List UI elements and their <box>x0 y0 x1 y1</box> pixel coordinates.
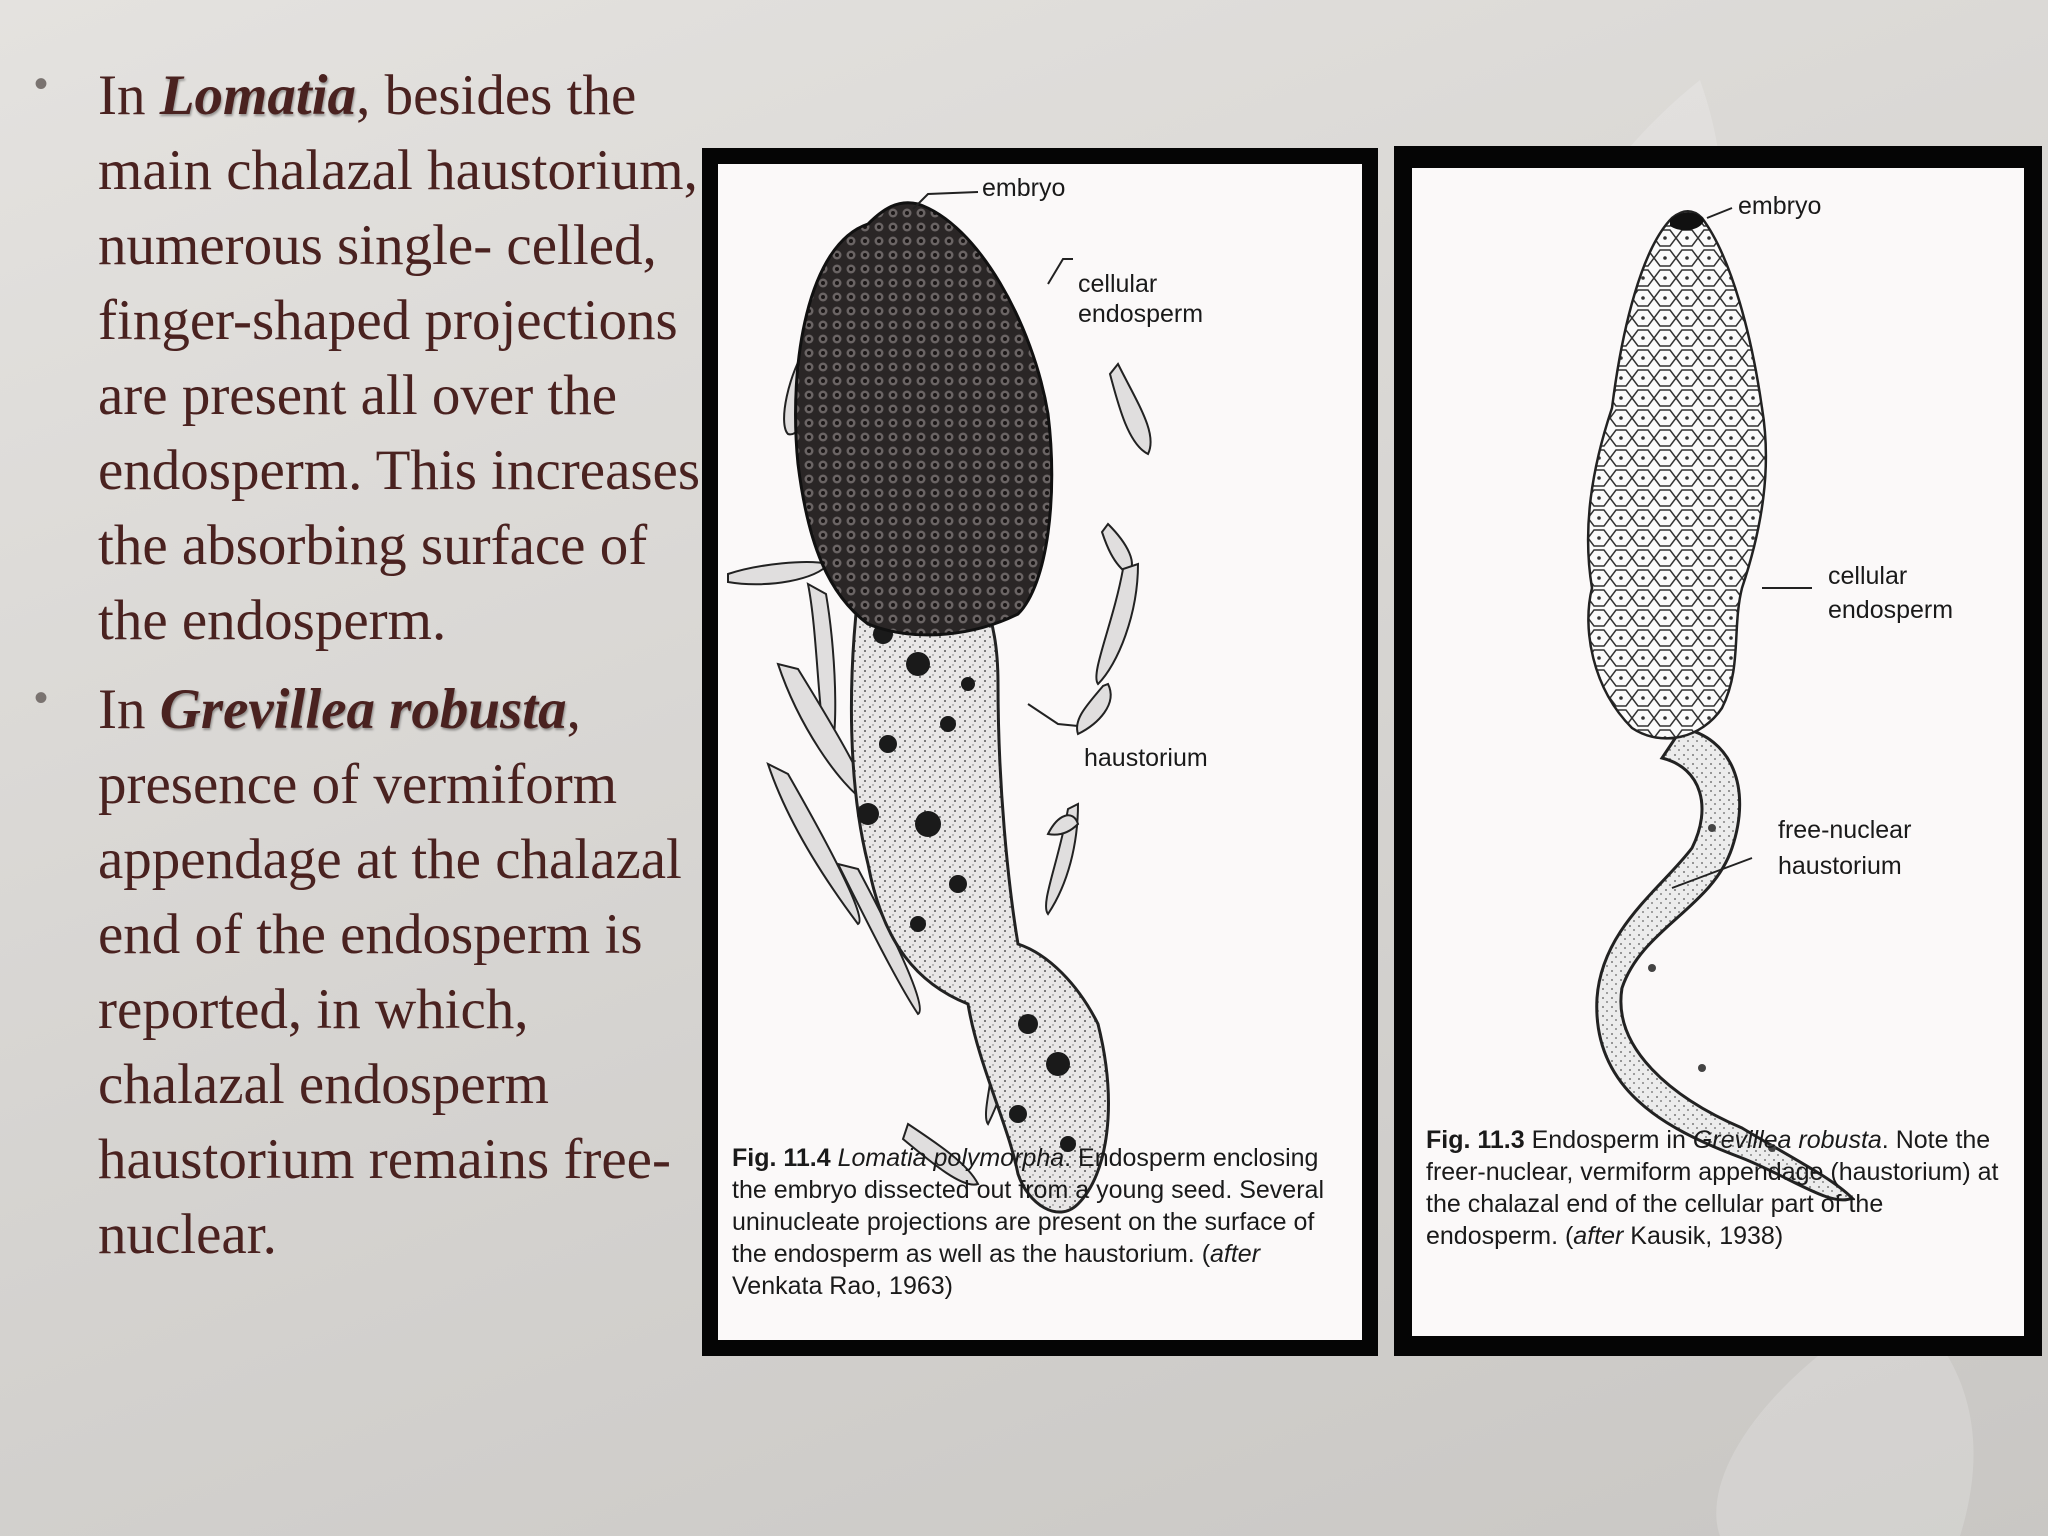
figure-grevillea <box>1394 146 2042 1356</box>
bullet-marker: • <box>34 676 49 720</box>
bullet-body: , presence of vermiform appendage at the chalazal end of the endosperm is reported, in which, chalazal endosperm haustorium remains free- nuclear. <box>98 678 682 1266</box>
bullet-grevillea <box>22 672 712 1272</box>
bullet-prefix: In <box>98 64 160 127</box>
label-embryo: embryo <box>982 174 1066 202</box>
label-cellular: cellular <box>1078 270 1158 298</box>
bullet-lomatia <box>22 58 712 658</box>
label-cellular: cellular <box>1828 562 1908 590</box>
figure-lomatia-image <box>718 164 1362 1340</box>
figure-lomatia <box>702 148 1378 1356</box>
label-embryo: embryo <box>1738 192 1822 220</box>
genus-name: Grevillea robusta <box>159 678 567 741</box>
lomatia-endosperm <box>796 203 1052 635</box>
bullet-marker: • <box>34 62 49 106</box>
bullet-body: , besides the main chalazal haustorium, numerous single- celled, finger-shaped projections are present all over the endosperm. This increases the absorbing surface of the endosperm. <box>98 64 701 652</box>
label-endosperm: endosperm <box>1078 300 1204 328</box>
grevillea-endosperm <box>1588 211 1766 738</box>
label-free-nuclear: free-nuclear <box>1778 816 1912 844</box>
figure-grevillea-image <box>1412 168 2024 1336</box>
bullet-prefix: In <box>98 678 160 741</box>
label-haustorium: haustorium <box>1084 744 1208 772</box>
label-haustorium: haustorium <box>1778 852 1902 880</box>
bullet-text <box>98 672 712 1272</box>
figure-grevillea-caption: Fig. 11.3 Endosperm in Grevillea robusta. Note the freer-nuclear, vermiform appendage (haustorium) at the chalazal end of the cellular part of the endosperm. (after Kausik, 1938) <box>1426 1126 1999 1250</box>
lomatia-haustorium <box>851 584 1108 1212</box>
label-endosperm: endosperm <box>1828 596 1954 624</box>
bullet-text <box>98 58 712 658</box>
genus-name: Lomatia <box>159 64 357 127</box>
bullet-list <box>22 58 712 1286</box>
figure-lomatia-caption: Fig. 11.4 Lomatia polymorpha. Endosperm enclosing the embryo dissected out from a young seed. Several uninucleate projections are present on the surface of the endosperm as well as the haustorium. (after Venkata Rao, 1963) <box>732 1144 1324 1300</box>
